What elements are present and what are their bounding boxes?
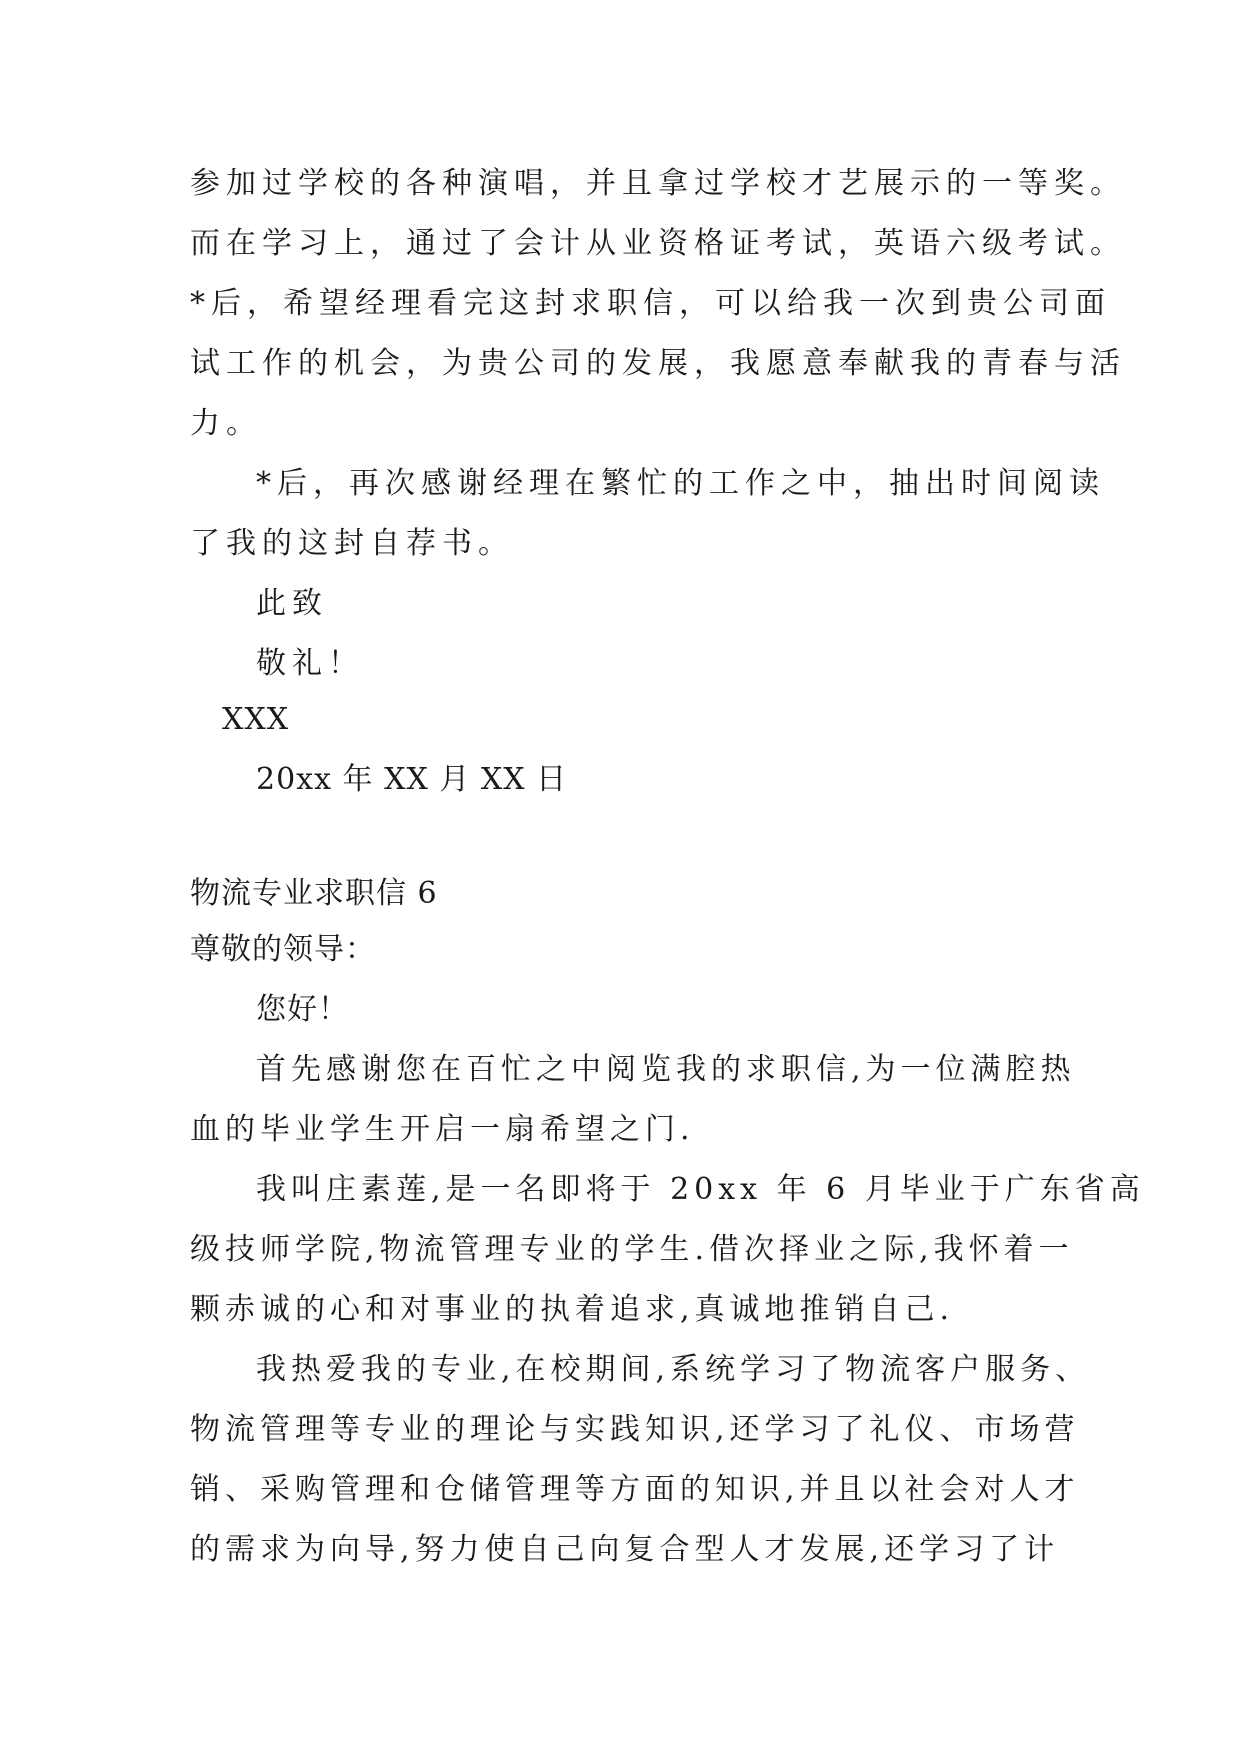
paragraph-line: 力。 [190, 406, 262, 441]
paragraph-line: 我叫庄素莲,是一名即将于 20xx 年 6 月毕业于广东省高 [256, 1172, 1145, 1207]
paragraph-line: *后，希望经理看完这封求职信，可以给我一次到贵公司面 [190, 286, 1111, 321]
paragraph-line: 的需求为向导,努力使自己向复合型人才发展,还学习了计 [190, 1532, 1060, 1567]
paragraph-line: 了我的这封自荐书。 [190, 526, 514, 561]
paragraph-line: *后，再次感谢经理在繁忙的工作之中，抽出时间阅读 [256, 466, 1105, 501]
paragraph-line: 级技师学院,物流管理专业的学生.借次择业之际,我怀着一 [190, 1232, 1074, 1267]
closing-line: 此致 [256, 586, 328, 621]
paragraph-line: 销、采购管理和仓储管理等方面的知识,并且以社会对人才 [190, 1472, 1080, 1507]
paragraph-line: 而在学习上，通过了会计从业资格证考试，英语六级考试。 [190, 226, 1126, 261]
paragraph-line: 颗赤诚的心和对事业的执着追求,真诚地推销自己. [190, 1292, 955, 1327]
paragraph-line: 首先感谢您在百忙之中阅览我的求职信,为一位满腔热 [256, 1052, 1076, 1087]
greeting: 您好！ [256, 992, 349, 1027]
letter-title: 物流专业求职信 6 [190, 876, 438, 911]
paragraph-line: 试工作的机会，为贵公司的发展，我愿意奉献我的青春与活 [190, 346, 1126, 381]
signature: XXX [222, 702, 290, 737]
paragraph-line: 物流管理等专业的理论与实践知识,还学习了礼仪、市场营 [190, 1412, 1080, 1447]
paragraph-line: 我热爱我的专业,在校期间,系统学习了物流客户服务、 [256, 1352, 1091, 1387]
salutation: 尊敬的领导： [190, 932, 376, 967]
paragraph-line: 血的毕业学生开启一扇希望之门. [190, 1112, 695, 1147]
closing-salute: 敬礼！ [256, 646, 364, 681]
paragraph-line: 参加过学校的各种演唱，并且拿过学校才艺展示的一等奖。 [190, 166, 1126, 201]
date-line: 20xx 年 XX 月 XX 日 [256, 762, 568, 797]
